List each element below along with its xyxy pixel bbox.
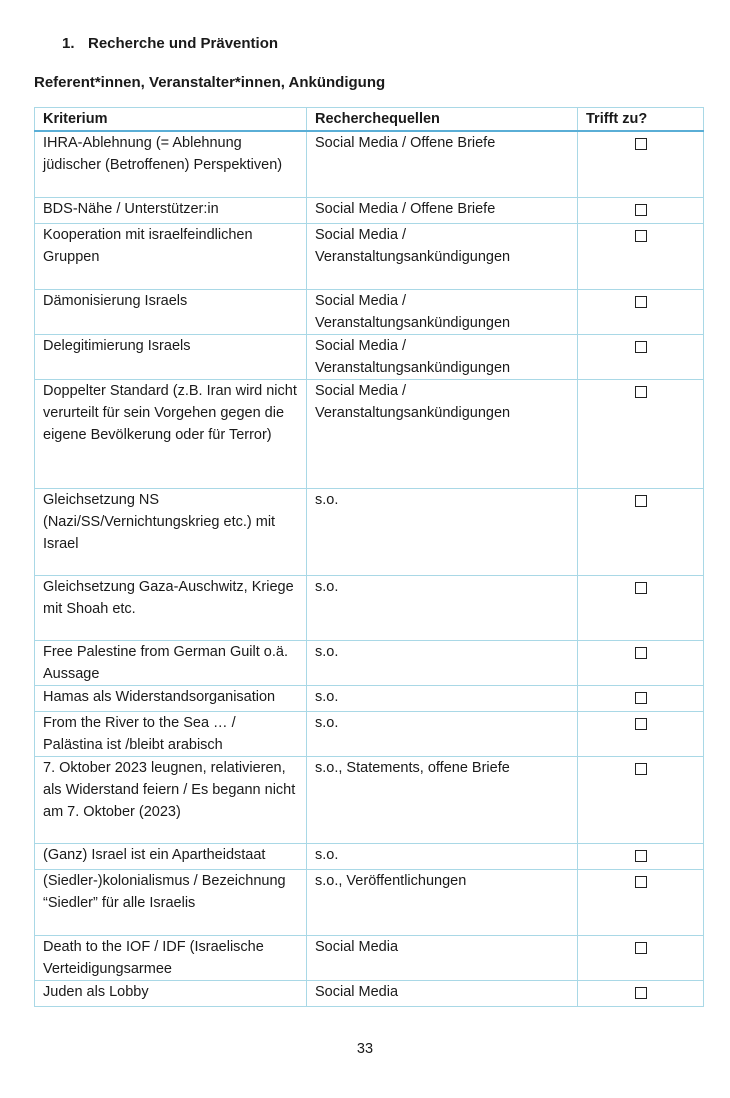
table-row (35, 640, 704, 685)
quellen-cell: s.o. (307, 640, 578, 685)
quellen-cell: s.o., Statements, offene Briefe (307, 756, 578, 843)
trifft-zu-cell (578, 289, 704, 334)
trifft-zu-cell (578, 980, 704, 1006)
checkbox[interactable] (635, 647, 647, 659)
table-row (35, 223, 704, 289)
quellen-cell: Social Media (307, 980, 578, 1006)
section-number: 1. (62, 35, 75, 52)
kriterium-cell: (Siedler-)kolonialismus / Bezeichnung “Siedler” für alle Israelis (35, 869, 307, 935)
kriterium-cell: Kooperation mit israelfeindlichen Gruppen (35, 223, 307, 289)
checkbox[interactable] (635, 987, 647, 999)
kriterium-cell: Doppelter Standard (z.B. Iran wird nicht verurteilt für sein Vorgehen gegen die eigene Bevölkerung oder für Terror) (35, 379, 307, 488)
table-row (35, 289, 704, 334)
trifft-zu-cell (578, 685, 704, 711)
checkbox[interactable] (635, 692, 647, 704)
quellen-cell: Social Media / Veranstaltungsankündigungen (307, 379, 578, 488)
kriterium-cell: Dämonisierung Israels (35, 289, 307, 334)
table-row (35, 575, 704, 640)
quellen-cell: s.o. (307, 843, 578, 869)
quellen-cell: s.o. (307, 488, 578, 575)
table-row (35, 756, 704, 843)
trifft-zu-cell (578, 197, 704, 223)
checkbox[interactable] (635, 230, 647, 242)
trifft-zu-cell (578, 223, 704, 289)
checkbox[interactable] (635, 942, 647, 954)
trifft-zu-cell (578, 488, 704, 575)
quellen-cell: Social Media / Offene Briefe (307, 131, 578, 197)
kriterium-cell: Delegitimierung Israels (35, 334, 307, 379)
trifft-zu-cell (578, 575, 704, 640)
kriterium-cell: Free Palestine from German Guilt o.ä. Aussage (35, 640, 307, 685)
criteria-table (34, 107, 704, 1007)
table-row (35, 935, 704, 980)
quellen-cell: s.o. (307, 575, 578, 640)
trifft-zu-cell (578, 334, 704, 379)
checkbox[interactable] (635, 718, 647, 730)
quellen-cell: Social Media / Offene Briefe (307, 197, 578, 223)
table-row (35, 980, 704, 1006)
checkbox[interactable] (635, 296, 647, 308)
kriterium-cell: IHRA-Ablehnung (= Ablehnung jüdischer (Betroffenen) Perspektiven) (35, 131, 307, 197)
kriterium-cell: Gleichsetzung NS (Nazi/SS/Vernichtungskrieg etc.) mit Israel (35, 488, 307, 575)
checkbox[interactable] (635, 850, 647, 862)
subheading: Referent*innen, Veranstalter*innen, Ankündigung (34, 74, 386, 91)
kriterium-cell: BDS-Nähe / Unterstützer:in (35, 197, 307, 223)
kriterium-cell: Gleichsetzung Gaza-Auschwitz, Kriege mit Shoah etc. (35, 575, 307, 640)
quellen-cell: Social Media / Veranstaltungsankündigungen (307, 223, 578, 289)
trifft-zu-cell (578, 935, 704, 980)
quellen-cell: s.o. (307, 685, 578, 711)
kriterium-cell: Hamas als Widerstandsorganisation (35, 685, 307, 711)
trifft-zu-cell (578, 843, 704, 869)
kriterium-cell: Death to the IOF / IDF (Israelische Verteidigungsarmee (35, 935, 307, 980)
header-trifft-zu: Trifft zu? (578, 108, 704, 132)
checkbox[interactable] (635, 876, 647, 888)
table-row (35, 334, 704, 379)
quellen-cell: Social Media / Veranstaltungsankündigungen (307, 289, 578, 334)
quellen-cell: s.o. (307, 711, 578, 756)
trifft-zu-cell (578, 869, 704, 935)
table-row (35, 869, 704, 935)
table-row (35, 685, 704, 711)
section-heading (62, 35, 278, 52)
table-row (35, 197, 704, 223)
header-recherchequellen: Recherchequellen (307, 108, 578, 132)
trifft-zu-cell (578, 379, 704, 488)
checkbox[interactable] (635, 582, 647, 594)
kriterium-cell: (Ganz) Israel ist ein Apartheidstaat (35, 843, 307, 869)
trifft-zu-cell (578, 756, 704, 843)
table-row (35, 379, 704, 488)
kriterium-cell: Juden als Lobby (35, 980, 307, 1006)
table-row (35, 843, 704, 869)
trifft-zu-cell (578, 640, 704, 685)
table-row (35, 131, 704, 197)
checkbox[interactable] (635, 763, 647, 775)
checkbox[interactable] (635, 138, 647, 150)
trifft-zu-cell (578, 711, 704, 756)
quellen-cell: s.o., Veröffentlichungen (307, 869, 578, 935)
quellen-cell: Social Media (307, 935, 578, 980)
checkbox[interactable] (635, 341, 647, 353)
page-number: 33 (356, 1041, 374, 1057)
checkbox[interactable] (635, 386, 647, 398)
section-title: Recherche und Prävention (88, 35, 279, 52)
table-row (35, 711, 704, 756)
table-header-row (35, 108, 704, 132)
checkbox[interactable] (635, 495, 647, 507)
kriterium-cell: From the River to the Sea … / Palästina ist /bleibt arabisch (35, 711, 307, 756)
table-row (35, 488, 704, 575)
header-kriterium: Kriterium (35, 108, 307, 132)
kriterium-cell: 7. Oktober 2023 leugnen, relativieren, als Widerstand feiern / Es begann nicht am 7. Oktober (2023) (35, 756, 307, 843)
checkbox[interactable] (635, 204, 647, 216)
quellen-cell: Social Media / Veranstaltungsankündigungen (307, 334, 578, 379)
trifft-zu-cell (578, 131, 704, 197)
